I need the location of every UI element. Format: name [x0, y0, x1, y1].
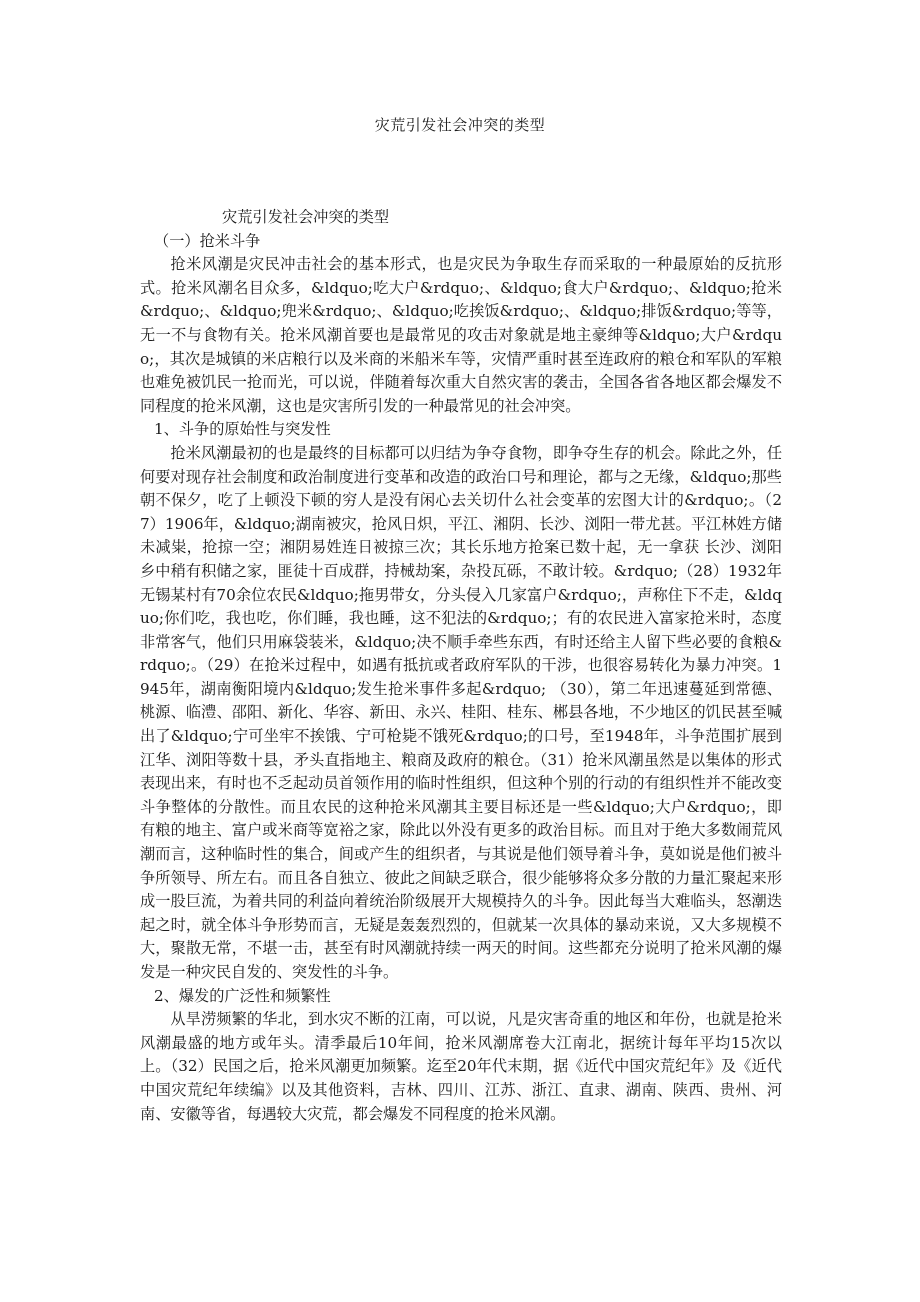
subsection-heading-2: 2、爆发的广泛性和频繁性: [154, 986, 331, 1005]
paragraph-3: 从旱涝频繁的华北，到水灾不断的江南，可以说，凡是灾害奇重的地区和年份，也就是抢米风潮最盛的地方或年头。清季最后10年间，抢米风潮席卷大江南北，据统计每年平均15次以上。（32）民国之后，抢米风潮更加频繁。迄至20年代末期，据《近代中国灾荒纪年》及《近代中国灾荒纪年续编》以及其他资料，吉林、四川、江苏、浙江、直隶、湖南、陕西、贵州、河南、安徽等省，每遇较大灾荒，都会爆发不同程度的抢米风潮。: [140, 1010, 782, 1123]
article-subtitle: 灾荒引发社会冲突的类型: [222, 208, 390, 226]
document-title: 灾荒引发社会冲突的类型: [374, 116, 546, 134]
document-body: [140, 206, 782, 1126]
paragraph-1: 抢米风潮是灾民冲击社会的基本形式，也是灾民为争取生存而采取的一种最原始的反抗形式。抢米风潮名目众多，&ldquo;吃大户&rdquo;、&ldquo;食大户&rdquo;、&ldquo;抢米&rdquo;、&ldquo;兜米&rdquo;、&ldquo;吃挨饭&rdquo;、&ldquo;排饭&rdquo;等等，无一不与食物有关。抢米风潮首要也是最常见的攻击对象就是地主豪绅等&ldquo;大户&rdquo;，其次是城镇的米店粮行以及米商的米船米车等，灾情严重时甚至连政府的粮仓和军队的军粮也难免被饥民一抢而光，可以说，伴随着每次重大自然灾害的袭击，全国各省各地区都会爆发不同程度的抢米风潮，这也是灾害所引发的一种最常见的社会冲突。: [140, 255, 782, 415]
section-heading-1: （一）抢米斗争: [154, 231, 261, 250]
subsection-heading-1: 1、斗争的原始性与突发性: [154, 420, 331, 439]
paragraph-2: 抢米风潮最初的也是最终的目标都可以归结为争夺食物，即争夺生存的机会。除此之外，任何要对现存社会制度和政治制度进行变革和改造的政治口号和理论，都与之无缘，&ldquo;那些朝不保夕，吃了上顿没下顿的穷人是没有闲心去关切什么社会变革的宏图大计的&rdquo;。（27）1906年，&ldquo;湖南被灾，抢风日炽，平江、湘阴、长沙、浏阳一带尤甚。平江林姓方储未减粜，抢掠一空；湘阴易姓连日被掠三次；其长乐地方抢案已数十起，无一拿获 长沙、浏阳乡中稍有积储之家，匪徒十百成群，持械劫案，杂投瓦砾，不敢计较。&rdquo;（28）1932年无锡某村有70余位农民&ldquo;拖男带女，分头侵入几家富户&rdquo;，声称住下不走，&ldquo;你们吃，我也吃，你们睡，我也睡，这不犯法的&rdquo;；有的农民进入富家抢米时，态度非常客气，他们只用麻袋装米，&ldquo;决不顺手牵些东西，有时还给主人留下些必要的食粮&rdquo;。（29）在抢米过程中，如遇有抵抗或者政府军队的干涉，也很容易转化为暴力冲突。1945年，湖南衡阳境内&ldquo;发生抢米事件多起&rdquo; （30），第二年迅速蔓延到常德、桃源、临澧、邵阳、新化、华容、新田、永兴、桂阳、桂东、郴县各地，不少地区的饥民甚至喊出了&ldquo;宁可坐牢不挨饿、宁可枪毙不饿死&rdquo;的口号，至1948年，斗争范围扩展到江华、浏阳等数十县，矛头直指地主、粮商及政府的粮仓。（31）抢米风潮虽然是以集体的形式表现出来，有时也不乏起动员首领作用的临时性组织，但这种个别的行动的有组织性并不能改变斗争整体的分散性。而且农民的这种抢米风潮其主要目标还是一些&ldquo;大户&rdquo;，即有粮的地主、富户或米商等宽裕之家，除此以外没有更多的政治目标。而且对于绝大多数闹荒风潮而言，这种临时性的集合，间或产生的组织者，与其说是他们领导着斗争，莫如说是他们被斗争所领导、所左右。而且各自独立、彼此之间缺乏联合，很少能够将众多分散的力量汇聚起来形成一股巨流，为着共同的利益向着统治阶级展开大规模持久的斗争。因此每当大难临头，怒潮迭起之时，就全体斗争形势而言，无疑是轰轰烈烈的，但就某一次具体的暴动来说，又大多规模不大，聚散无常，不堪一击，甚至有时风潮就持续一两天的时间。这些都充分说明了抢米风潮的爆发是一种灾民自发的、突发性的斗争。: [140, 443, 782, 981]
